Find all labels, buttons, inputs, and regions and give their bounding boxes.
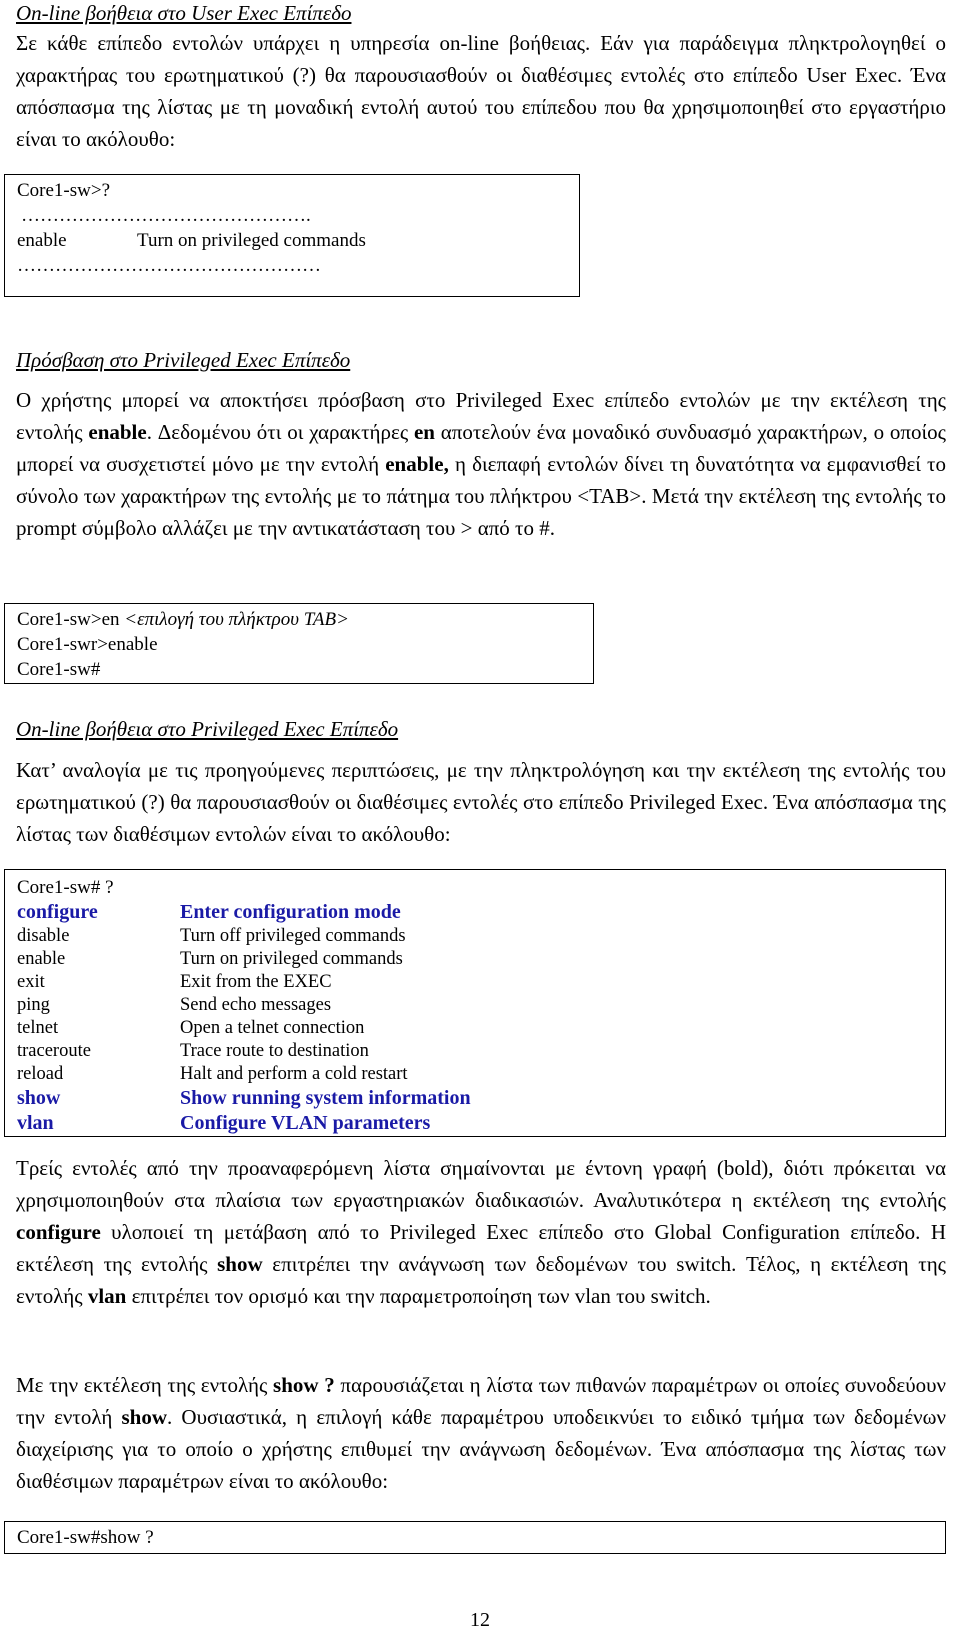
section-heading-privileged-help: On-line βοήθεια στο Privileged Exec Επίπεδο	[16, 717, 399, 741]
command-name: reload	[17, 1064, 64, 1084]
command-name: disable	[17, 926, 70, 946]
command-name: exit	[17, 972, 45, 992]
command-description: Turn off privileged commands	[180, 926, 406, 946]
command-row-telnet	[17, 1017, 945, 1040]
command-name: vlan	[17, 1112, 54, 1134]
command-row-exit	[17, 971, 945, 994]
paragraph-privileged-help: Κατ’ αναλογία με τις προηγούμενες περιπτώσεις, με την πληκτρολόγηση και την εκτέλεση της εντολής του ερωτηματικού (?) θα παρουσιασθούν οι διαθέσιμες εντολές στο επίπεδο Privileged Exec. Ένα απόσπασμα της λίστας των διαθέσιμων εντολών είναι το ακόλουθο:	[16, 758, 946, 846]
command-description: Halt and perform a cold restart	[180, 1064, 408, 1084]
code-annotation: <επιλογή του πλήκτρου TAB>	[124, 609, 349, 630]
command-row-show	[17, 1086, 945, 1111]
command-name: traceroute	[17, 1041, 91, 1061]
bold-command: enable	[88, 420, 147, 444]
code-box-privileged-commands	[4, 869, 946, 1137]
command-description: Configure VLAN parameters	[180, 1112, 431, 1134]
bold-command: show	[121, 1405, 168, 1429]
code-line-prompt: Core1-sw# ?	[17, 877, 114, 898]
text-run: . Δεδομένου ότι οι χαρακτήρες	[146, 420, 414, 444]
command-description: Send echo messages	[180, 995, 332, 1015]
text-run: επιτρέπει την ανάγνωση των δεδομένων του switch. Τέλος, η εκτέλεση της εντολής	[16, 1252, 946, 1308]
paragraph-user-exec-help: Σε κάθε επίπεδο εντολών υπάρχει η υπηρεσία on-line βοήθειας. Εάν για παράδειγμα πληκτρολογηθεί ο χαρακτήρας του ερωτηματικού (?) θα παρουσιασθούν οι διαθέσιμες εντολές στο επίπεδο User Exec. Ένα απόσπασμα της λίστας με τη μοναδική εντολή αυτού του επίπεδου που θα χρησιμοποιηθεί στο εργαστήριο είναι το ακόλουθο:	[16, 31, 946, 151]
bold-command: en	[413, 420, 435, 444]
code-box-user-exec	[4, 174, 580, 297]
code-box-show	[4, 1521, 946, 1554]
command-name: enable	[17, 949, 66, 969]
command-name: enable	[17, 230, 67, 251]
command-row-traceroute	[17, 1040, 945, 1063]
command-description: Show running system information	[180, 1087, 471, 1109]
command-row-enable	[17, 948, 945, 971]
bold-command: show ?	[273, 1373, 335, 1397]
text-run: αποτελούν ένα μοναδικό συνδυασμό χαρακτήρων, ο οποίος μπορεί να συσχετιστεί μόνο με την εντολή	[16, 420, 946, 476]
text-run: Με την εκτέλεση της εντολής	[16, 1373, 274, 1397]
bold-command: configure	[16, 1220, 101, 1244]
command-description: Exit from the EXEC	[180, 972, 332, 992]
paragraph-privileged-access	[16, 384, 946, 544]
page-number: 12	[470, 1609, 490, 1631]
bold-command: show	[217, 1252, 263, 1276]
code-line-prompt: Core1-sw>?	[17, 180, 111, 201]
section-heading-user-exec-help: On-line βοήθεια στο User Exec Επίπεδο	[16, 1, 352, 25]
text-run: . Ουσιαστικά, η επιλογή κάθε παραμέτρου υποδεικνύει το ειδικό τμήμα των δεδομένων διαχείρισης για το οποίο ο χρήστης επιθυμεί την ανάγνωση δεδομένων. Ένα απόσπασμα της λίστας των διαθέσιμων παραμέτρων είναι το ακόλουθο:	[16, 1405, 946, 1493]
text-run: υλοποιεί τη μετάβαση από το Privileged Exec επίπεδο στο Global Configuration επίπεδο. Η εκτέλεση της εντολής	[16, 1220, 946, 1276]
command-description: Turn on privileged commands	[137, 230, 366, 251]
bold-command: vlan	[87, 1284, 127, 1308]
command-description: Trace route to destination	[180, 1041, 369, 1061]
command-name: telnet	[17, 1018, 59, 1038]
text-run: Τρείς εντολές από την προαναφερόμενη λίστα σημαίνονται με έντονη γραφή (bold), διότι πρόκειται να χρησιμοποιηθούν στα πλαίσια των εργαστηριακών διαδικασιών. Αναλυτικότερα η εκτέλεση της εντολής	[16, 1156, 946, 1212]
command-row-vlan	[17, 1111, 945, 1136]
text-run: η διεπαφή εντολών δίνει τη δυνατότητα να εμφανισθεί το σύνολο των χαρακτήρων της εντολής με το πάτημα του πλήκτρου <TAB>. Μετά την εκτέλεση της εντολής το prompt σύμβολο αλλάζει με την αντικατάσταση του > από το #.	[16, 452, 946, 540]
section-heading-privileged-access: Πρόσβαση στο Privileged Exec Επίπεδο	[16, 348, 351, 372]
command-row-ping	[17, 994, 945, 1017]
command-name: ping	[17, 995, 50, 1015]
code-line-en-tab	[17, 607, 593, 632]
paragraph-show-params	[16, 1369, 946, 1497]
command-name: configure	[17, 901, 98, 923]
command-description: Open a telnet connection	[180, 1018, 365, 1038]
code-box-enable	[4, 603, 594, 684]
paragraph-bold-commands	[16, 1152, 946, 1312]
code-line-dots: ……………………………………….	[21, 205, 311, 226]
code-line-enable	[17, 228, 579, 253]
code-text: Core1-sw>en	[17, 609, 125, 630]
text-run: Ο χρήστης μπορεί να αποκτήσει πρόσβαση στο Privileged Exec επίπεδο εντολών με την εκτέλεση της εντολής	[16, 388, 946, 444]
text-run: παρουσιάζεται η λίστα των πιθανών παραμέτρων οι οποίες συνοδεύουν την εντολή	[16, 1373, 947, 1429]
code-line-enable: Core1-swr>enable	[17, 634, 158, 655]
command-description: Turn on privileged commands	[180, 949, 403, 969]
command-description: Enter configuration mode	[180, 901, 401, 923]
code-line-dots: …………………………………………	[17, 255, 321, 276]
code-line-prompt: Core1-sw#	[17, 659, 101, 680]
command-row-configure	[17, 900, 945, 925]
command-row-disable	[17, 925, 945, 948]
command-row-reload	[17, 1063, 945, 1086]
bold-command: enable,	[385, 452, 449, 476]
command-list	[17, 900, 945, 1136]
code-line-show: Core1-sw#show ?	[17, 1527, 154, 1548]
command-name: show	[17, 1087, 61, 1109]
text-run: επιτρέπει τον ορισμό και την παραμετροποίηση των vlan του switch.	[126, 1284, 711, 1308]
